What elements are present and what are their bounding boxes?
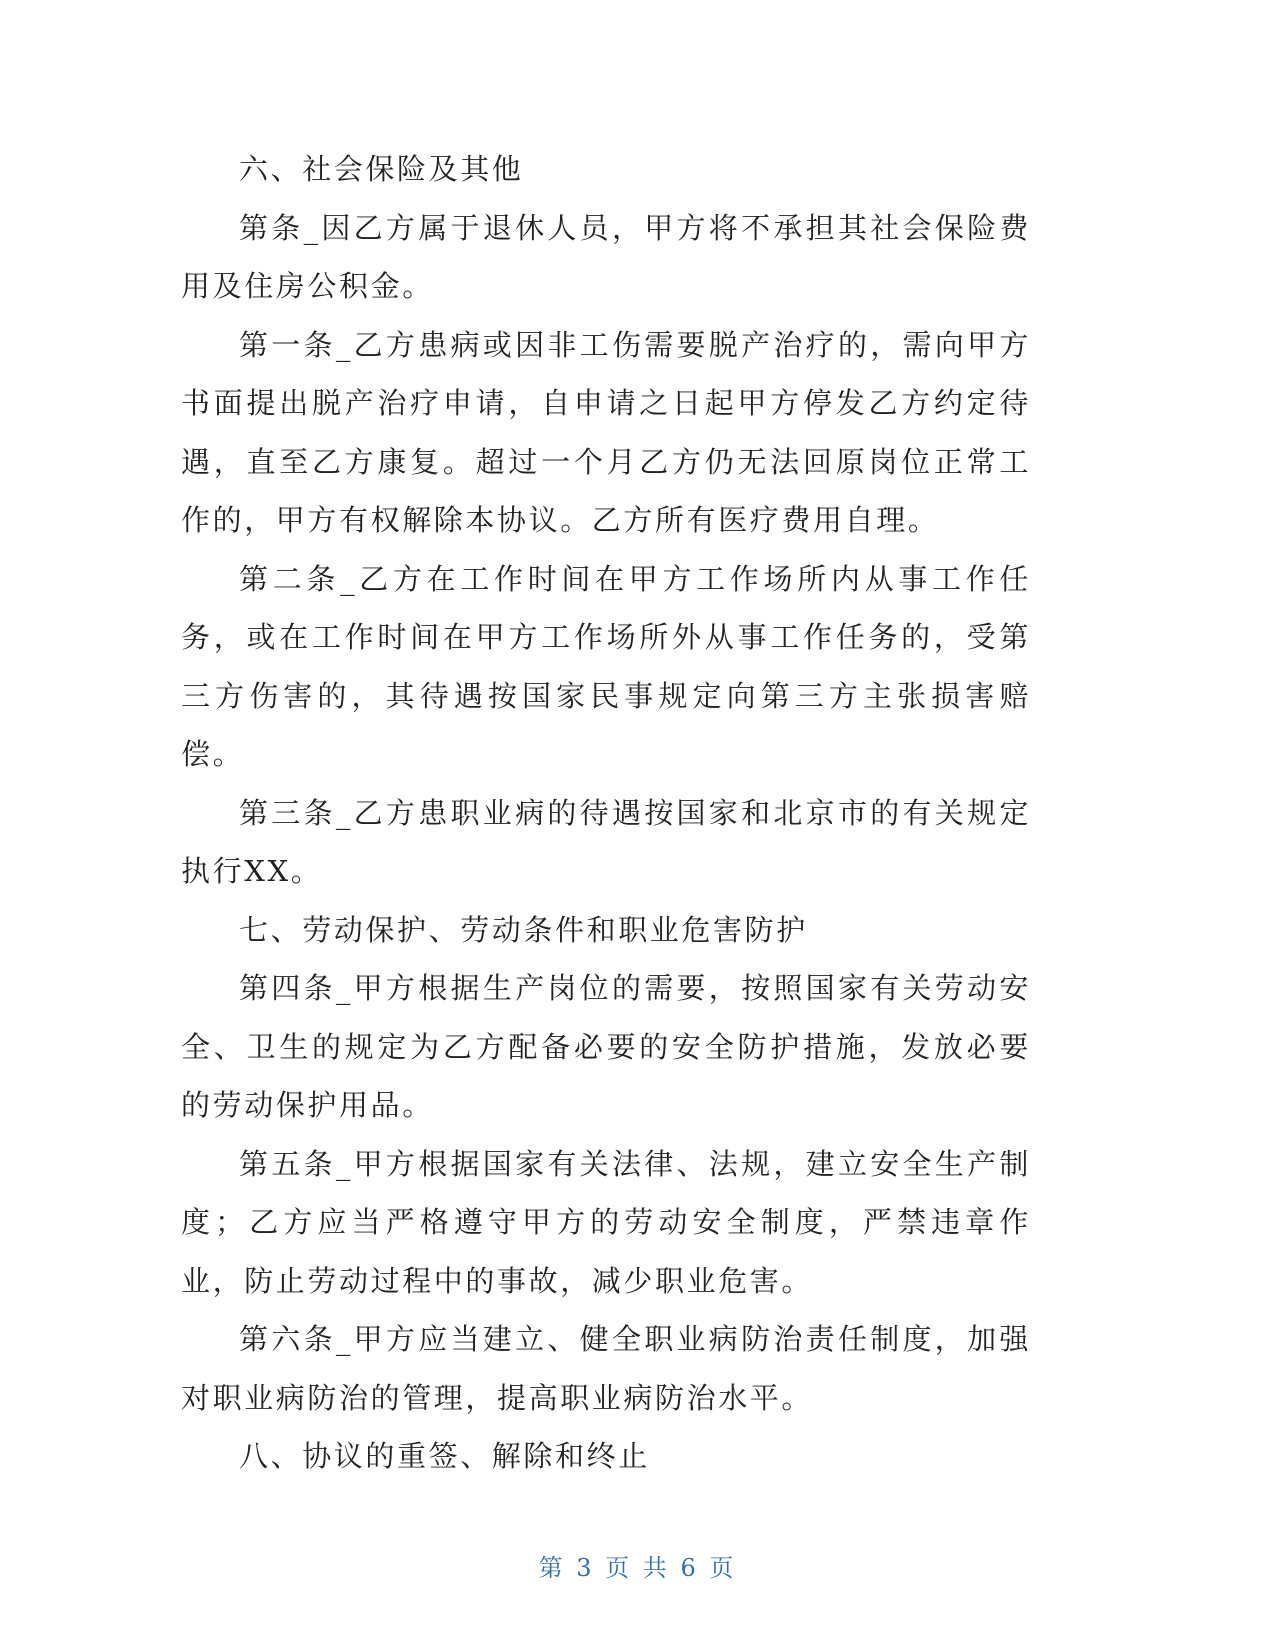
page-footer [0,1548,1275,1583]
clause-2-third-party-injury: 第二条_乙方在工作时间在甲方工作场所内从事工作任务，或在工作时间在甲方工作场所外从事工作任务的，受第三方伤害的，其待遇按国家民事规定向第三方主张损害赔偿。 [181,561,1031,771]
clause-retiree-insurance: 第条_因乙方属于退休人员，甲方将不承担其社会保险费用及住房公积金。 [181,210,1031,303]
clause-3-occupational-disease: 第三条_乙方患职业病的待遇按国家和北京市的有关规定执行XX。 [181,795,1031,888]
clause-1-sick-leave: 第一条_乙方患病或因非工伤需要脱产治疗的，需向甲方书面提出脱产治疗申请，自申请之日起甲方停发乙方约定待遇，直至乙方康复。超过一个月乙方仍无法回原岗位正常工作的，甲方有权解除本协议。乙方所有医疗费用自理。 [181,327,1031,537]
clause-6-disease-prevention: 第六条_甲方应当建立、健全职业病防治责任制度，加强对职业病防治的管理，提高职业病防治水平。 [181,1322,1031,1415]
footer-total-pages: 6 [680,1554,699,1582]
clause-4-safety-equipment: 第四条_甲方根据生产岗位的需要，按照国家有关劳动安全、卫生的规定为乙方配备必要的安全防护措施，发放必要的劳动保护用品。 [181,971,1031,1122]
footer-middle: 页 共 [605,1554,670,1582]
section-heading-social-insurance: 六、社会保险及其他 [239,152,524,186]
footer-suffix: 页 [709,1554,737,1582]
document-body [181,140,1031,1486]
footer-current-page: 3 [576,1554,595,1582]
clause-5-safety-system: 第五条_甲方根据国家有关法律、法规，建立安全生产制度；乙方应当严格遵守甲方的劳动安全制度，严禁违章作业，防止劳动过程中的事故，减少职业危害。 [181,1146,1031,1298]
footer-prefix: 第 [538,1554,566,1582]
section-heading-agreement-termination: 八、协议的重签、解除和终止 [239,1439,650,1473]
section-heading-labor-protection: 七、劳动保护、劳动条件和职业危害防护 [239,912,808,947]
